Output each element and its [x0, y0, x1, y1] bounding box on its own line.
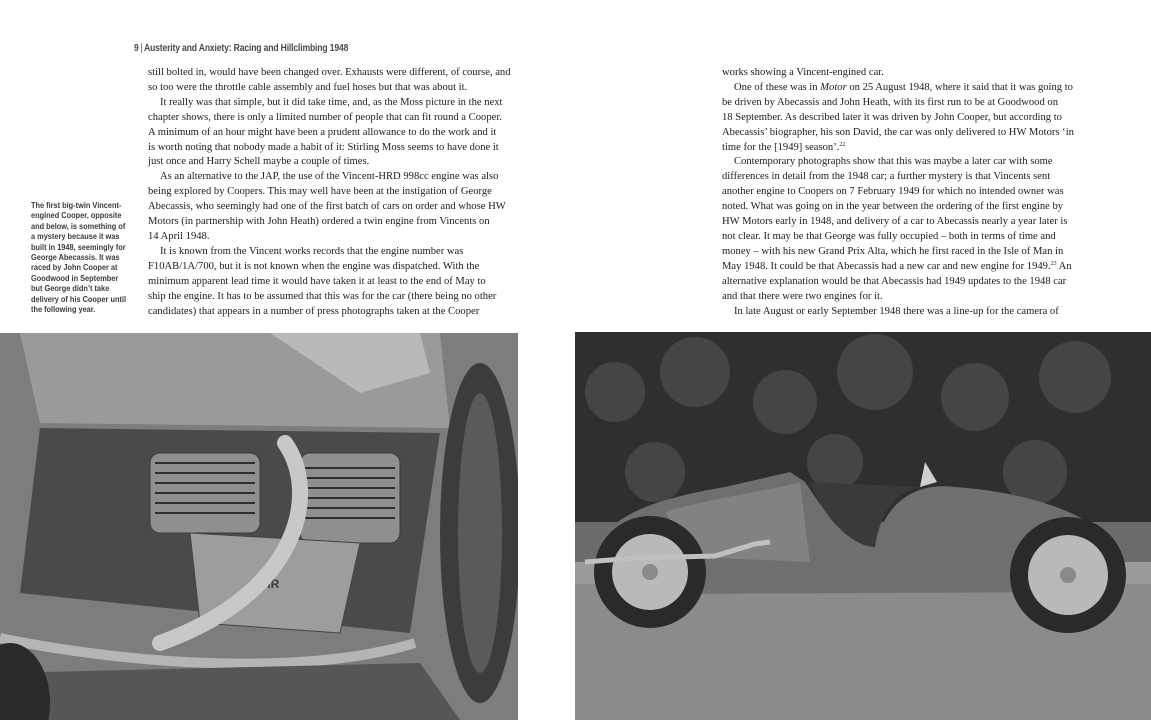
- text-span: on 25 August 1948, where it said that it was going to: [846, 81, 1073, 93]
- text-line: Contemporary photographs show that this was maybe a later car with some: [734, 156, 1053, 168]
- caption-line: and below, is something of: [31, 220, 126, 231]
- text-line: minimum apparent lead time it would have taken it at least to the end of May to: [148, 275, 486, 287]
- chapter-title: Austerity and Anxiety: Racing and Hillclimbing 1948: [143, 42, 349, 54]
- text-span: time for the [1949] season’.: [722, 141, 840, 153]
- caption-line: Goodwood in September: [31, 272, 119, 283]
- car-photo: [575, 332, 1151, 720]
- text-line: and that there were two engines for it.: [722, 290, 883, 302]
- text-line: Motors (in partnership with John Heath) ordered a twin engine from Vincents on: [148, 216, 490, 228]
- text-line: [722, 260, 1087, 275]
- text-line: It is known from the Vincent works records that the engine number was: [160, 245, 464, 257]
- text-line: 18 September. As described later it was driven by John Cooper, but according to: [722, 111, 1062, 123]
- text-line: Abecassis, who seemingly had one of the first batch of cars on order and whose HW: [148, 201, 506, 213]
- running-head: [134, 42, 348, 54]
- text-line: still bolted in, would have been changed over. Exhausts were different, of course, and: [148, 67, 511, 78]
- text-line: not clear. It may be that George was fully occupied – both in terms of time and: [722, 230, 1056, 242]
- page-number: 9: [134, 42, 139, 54]
- text-line: works showing a Vincent-engined car.: [722, 67, 884, 78]
- text-line: In late August or early September 1948 there was a line-up for the camera of: [734, 305, 1059, 317]
- text-line: ship the engine. It has to be assumed that this was for the car (there being no other: [148, 290, 497, 302]
- text-span: May 1948. It could be that Abecassis had a new car and new engine for 1949.: [722, 260, 1051, 272]
- text-span: An: [1056, 260, 1072, 272]
- caption-line: but George didn’t take: [31, 283, 110, 294]
- footnote-ref[interactable]: 23: [1050, 260, 1057, 267]
- engine-photo-illustration: [0, 333, 518, 720]
- text-line: is worth noting that nobody made a habit of it: Stirling Moss seems to have done it: [148, 141, 499, 153]
- left-page: [0, 0, 575, 720]
- engine-case-mark: HR: [262, 577, 280, 591]
- text-line: be driven by Abecassis and John Heath, with its first run to be at Goodwood on: [722, 96, 1059, 108]
- caption-line: a mystery because it was: [31, 231, 120, 242]
- text-line: Abecassis’ biographer, his son David, the car was only delivered to HW Motors ‘in: [722, 126, 1074, 138]
- text-line: candidates) that appears in a number of press photographs taken at the Cooper: [148, 305, 480, 317]
- text-line: As an alternative to the JAP, the use of the Vincent-HRD 998cc engine was also: [160, 171, 499, 183]
- text-line: [722, 141, 1087, 156]
- caption-line: delivery of his Cooper until: [31, 293, 127, 304]
- text-span: One of these was in: [734, 81, 821, 93]
- left-body-text: [148, 66, 520, 319]
- caption-line: raced by John Cooper at: [31, 262, 118, 273]
- text-line: just once and Harry Schell maybe a couple of times.: [148, 156, 370, 168]
- running-head-separator: |: [140, 42, 143, 54]
- caption-line: George Abecassis. It was: [31, 252, 120, 263]
- photo-caption: [31, 200, 141, 314]
- text-line: so too were the throttle cable assembly and fuel hoses but that was about it.: [148, 81, 468, 93]
- text-line: being explored by Coopers. This may well have been at the instigation of George: [148, 186, 492, 198]
- text-line: F10AB/1A/700, but it is not known when the engine was dispatched. With the: [148, 260, 480, 272]
- footnote-ref[interactable]: 22: [839, 141, 846, 148]
- caption-line: engined Cooper, opposite: [31, 210, 122, 221]
- caption-line: the following year.: [31, 304, 96, 315]
- caption-line: built in 1948, seemingly for: [31, 241, 126, 252]
- text-line: It really was that simple, but it did take time, and, as the Moss picture in the next: [160, 96, 503, 108]
- text-line: noted. What was going on in the year between the ordering of the first engine by: [722, 201, 1064, 213]
- right-page: [575, 0, 1151, 720]
- engine-photo: [0, 333, 518, 720]
- text-line: alternative explanation would be that Abecassis had 1949 updates to the 1948 car: [722, 275, 1067, 287]
- caption-line: The first big-twin Vincent-: [31, 200, 122, 210]
- text-line: differences in detail from the 1948 car; a further mystery is that Vincents sent: [722, 171, 1051, 183]
- text-line: money – with his new Grand Prix Alta, which he first raced in the Isle of Man in: [722, 245, 1064, 257]
- right-body-text: [722, 66, 1087, 319]
- text-line: [722, 81, 1087, 96]
- text-line: 14 April 1948.: [148, 230, 210, 242]
- publication-title: Motor: [820, 81, 847, 93]
- text-line: another engine to Coopers on 7 February 1949 for which no intended owner was: [722, 186, 1064, 198]
- text-line: chapter shows, there is only a limited number of people that can fit round a Cooper.: [148, 111, 502, 123]
- car-photo-illustration: [575, 332, 1151, 720]
- text-line: HW Motors early in 1948, and delivery of a car to Abecassis nearly a year later is: [722, 216, 1068, 228]
- text-line: A minimum of an hour might have been a prudent allowance to do the work and it: [148, 126, 497, 138]
